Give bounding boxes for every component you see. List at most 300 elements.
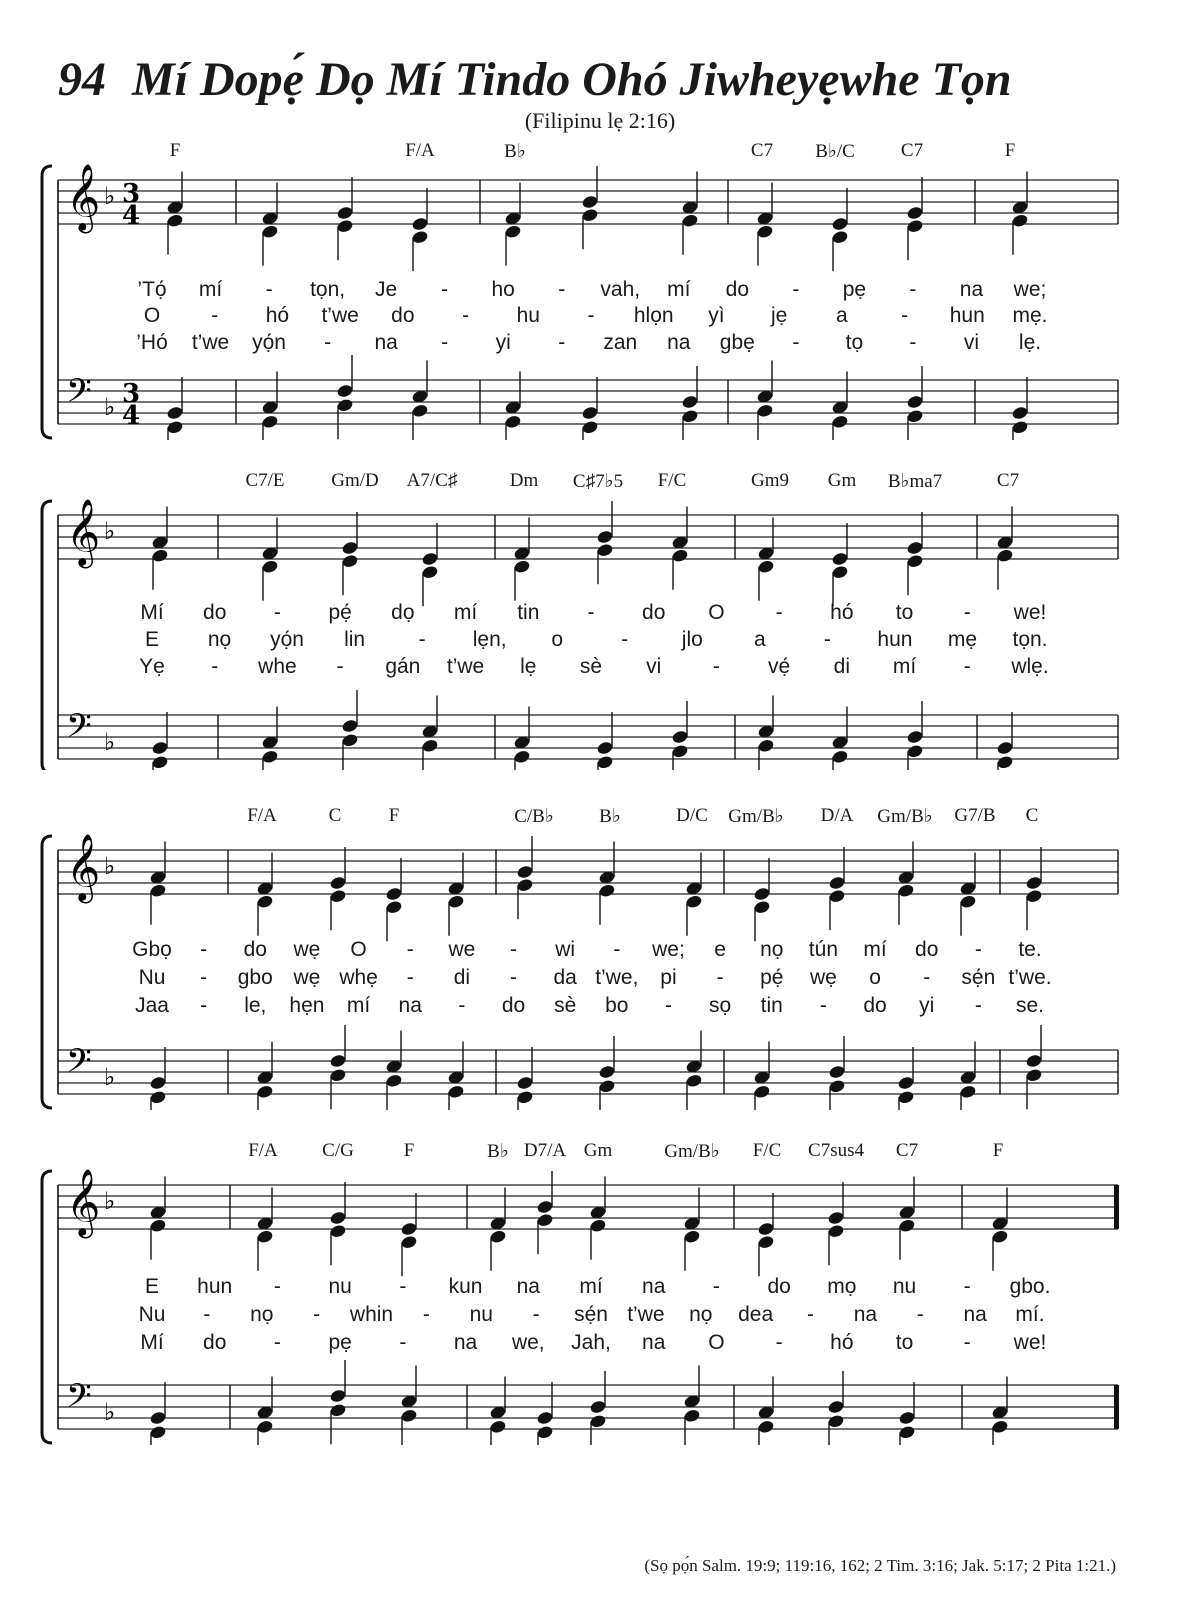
lyric-hyphen: -	[613, 938, 621, 961]
lyric-syllable: wlẹ.	[1011, 655, 1049, 678]
bass-note-head	[906, 409, 924, 424]
treble-note-head	[329, 875, 347, 890]
bass-note-head	[596, 740, 614, 755]
lyric-syllable: Gbọ	[132, 938, 172, 961]
lyric-syllable: do	[863, 994, 887, 1017]
lyric-syllable: na	[642, 1331, 666, 1354]
lyric-syllable: Yẹ	[139, 655, 165, 678]
treble-note-head	[757, 1221, 775, 1236]
lyric-syllable: hun	[197, 1275, 233, 1298]
lyric-hyphen: -	[200, 994, 208, 1017]
treble-note-head	[596, 543, 614, 558]
lyric-hyphen: -	[664, 994, 672, 1017]
bass-note-head	[828, 1064, 846, 1079]
lyric-hyphen: -	[510, 938, 518, 961]
lyric-hyphen: -	[336, 655, 344, 678]
chord-symbol: B♭	[599, 806, 621, 827]
lyric-syllable: yi	[495, 331, 511, 354]
bass-note-head	[329, 1068, 347, 1083]
treble-note-head	[400, 1221, 418, 1236]
treble-note-head	[256, 1229, 274, 1244]
lyric-syllable: te.	[1018, 938, 1042, 961]
lyric-syllable: Je	[375, 278, 398, 301]
bass-note-head	[329, 1053, 347, 1068]
bass-note-head	[341, 733, 359, 748]
bass-note-head	[151, 755, 169, 770]
lyric-syllable: jẹ	[770, 304, 788, 327]
lyric-syllable: mí	[346, 994, 371, 1017]
lyric-syllable: na	[516, 1275, 540, 1298]
treble-note-head	[149, 883, 167, 898]
treble-note-head	[329, 1210, 347, 1225]
hymn-number: 94	[58, 53, 106, 106]
bass-note-head	[897, 1075, 915, 1090]
treble-note-head	[959, 894, 977, 909]
lyric-syllable: Mí	[140, 1331, 164, 1354]
lyric-syllable: o	[869, 966, 881, 989]
bass-note-head	[149, 1410, 167, 1425]
bass-note-head	[828, 1079, 846, 1094]
lyric-hyphen: -	[211, 304, 219, 327]
chord-symbol: Gm9	[751, 470, 789, 491]
lyric-hyphen: -	[211, 655, 219, 678]
lyric-syllable: whin	[349, 1303, 394, 1326]
lyric-syllable: nọ	[207, 628, 232, 651]
lyric-hyphen: -	[819, 994, 827, 1017]
lyric-syllable: di	[833, 655, 851, 678]
bass-note-head	[831, 749, 849, 764]
chord-symbol: Gm/B♭	[728, 806, 784, 827]
chord-symbol: F	[1004, 140, 1016, 161]
bass-note-head	[827, 1399, 845, 1414]
treble-note-head	[447, 894, 465, 909]
treble-note-head	[589, 1218, 607, 1233]
treble-note-head	[329, 1224, 347, 1239]
treble-note-head	[329, 889, 347, 904]
key-signature-flat: ♭	[104, 1063, 116, 1092]
treble-clef-icon: 𝄞	[66, 162, 101, 231]
lyric-hyphen: -	[273, 1331, 281, 1354]
chord-symbol: F	[169, 140, 181, 161]
lyric-syllable: yọ́n	[270, 628, 304, 651]
chord-symbol: Gm/B♭	[877, 806, 933, 827]
treble-note-head	[336, 205, 354, 220]
lyric-syllable: sè	[554, 994, 577, 1017]
bass-note-head	[329, 1388, 347, 1403]
lyric-hyphen: -	[200, 938, 208, 961]
bass-note-head	[991, 1419, 1009, 1434]
chord-symbol: C	[328, 805, 342, 826]
lyric-syllable: O	[708, 601, 725, 624]
lyric-syllable: tin	[517, 601, 540, 624]
treble-note-head	[1025, 889, 1043, 904]
lyric-hyphen: -	[923, 966, 931, 989]
lyric-syllable: ho	[491, 278, 515, 301]
lyric-syllable: tọn.	[1012, 628, 1048, 651]
treble-note-head	[671, 548, 689, 563]
lyric-hyphen: -	[823, 628, 831, 651]
bass-note-head	[336, 398, 354, 413]
chord-symbol: Dm	[509, 470, 539, 491]
lyric-hyphen: -	[909, 331, 917, 354]
bass-clef-icon: 𝄢	[66, 1042, 92, 1089]
lyric-syllable: le,	[244, 994, 267, 1017]
treble-note-head	[756, 224, 774, 239]
lyric-syllable: we!	[1013, 601, 1047, 624]
bass-note-head	[753, 1084, 771, 1099]
treble-note-head	[421, 565, 439, 580]
chord-symbol: F	[992, 1140, 1004, 1161]
treble-note-head	[906, 205, 924, 220]
chord-symbol: A7/C♯	[406, 470, 458, 491]
bass-note-head	[906, 729, 924, 744]
lyric-syllable: pi	[660, 966, 677, 989]
bass-note-head	[536, 1425, 554, 1440]
music-system-4	[0, 1140, 1200, 1445]
lyric-syllable: lẹ.	[1018, 331, 1042, 354]
chord-symbol: D/A	[820, 805, 854, 826]
chord-symbol: Gm/D	[331, 470, 379, 491]
treble-note-head	[897, 883, 915, 898]
lyric-syllable: mí	[667, 278, 691, 301]
treble-note-head	[261, 559, 279, 574]
lyric-hyphen: -	[807, 1303, 814, 1326]
lyric-syllable: hu	[516, 304, 540, 327]
lyric-syllable: do	[642, 601, 666, 624]
chord-symbol: F/A	[247, 805, 277, 826]
treble-note-head	[827, 1224, 845, 1239]
chord-symbol: G7/B	[954, 805, 996, 826]
lyric-syllable: Jah,	[571, 1331, 611, 1354]
treble-note-head	[596, 529, 614, 544]
lyric-hyphen: -	[458, 994, 466, 1017]
lyric-syllable: yọ́n	[252, 331, 286, 354]
lyric-syllable: nu	[328, 1275, 352, 1298]
treble-note-head	[536, 1199, 554, 1214]
treble-clef-icon: 𝄞	[66, 832, 101, 901]
system-bracket	[42, 836, 52, 1108]
chord-symbol: B♭ma7	[887, 471, 943, 492]
key-signature-flat: ♭	[104, 1398, 116, 1427]
lyric-syllable: wẹ	[293, 938, 321, 961]
lyric-hyphen: -	[399, 1275, 407, 1298]
lyric-syllable: hun	[949, 304, 985, 327]
lyric-syllable: Nu	[138, 966, 166, 989]
lyric-syllable: ’Hó	[136, 331, 168, 354]
lyric-syllable: do	[767, 1275, 791, 1298]
final-bar-line	[1114, 1385, 1119, 1429]
bass-note-head	[897, 1090, 915, 1105]
chord-symbol: C7	[750, 140, 774, 161]
lyric-syllable: na	[963, 1303, 987, 1326]
lyric-syllable: gbẹ	[719, 331, 755, 354]
treble-note-head	[598, 883, 616, 898]
time-signature: 4	[122, 401, 141, 431]
bass-note-head	[336, 383, 354, 398]
lyric-syllable: t’we,	[595, 966, 639, 989]
bass-note-head	[683, 1408, 701, 1423]
bass-note-head	[831, 414, 849, 429]
lyric-syllable: sẹ́n	[961, 966, 996, 989]
treble-note-head	[831, 551, 849, 566]
lyric-syllable: nọ	[689, 1303, 713, 1326]
lyric-syllable: hun	[877, 628, 913, 651]
treble-note-head	[831, 216, 849, 231]
music-system-2	[0, 470, 1200, 770]
treble-note-head	[753, 900, 771, 915]
bass-note-head	[256, 1084, 274, 1099]
chord-symbol: B♭	[504, 141, 526, 162]
treble-note-head	[996, 548, 1014, 563]
lyric-hyphen: -	[422, 1303, 430, 1326]
system-bracket	[42, 501, 52, 770]
bass-note-head	[906, 744, 924, 759]
bass-note-head	[756, 403, 774, 418]
lyric-syllable: a	[754, 628, 766, 651]
bass-note-head	[598, 1064, 616, 1079]
treble-note-head	[411, 216, 429, 231]
lyric-syllable: lin	[344, 628, 366, 651]
treble-note-head	[489, 1229, 507, 1244]
treble-note-head	[906, 219, 924, 234]
treble-note-head	[831, 565, 849, 580]
hymn-header	[58, 52, 1012, 107]
lyric-syllable: hó	[265, 304, 290, 327]
treble-note-head	[166, 213, 184, 228]
lyric-syllable: na	[453, 1331, 478, 1354]
lyric-syllable: O	[708, 1331, 725, 1354]
treble-note-head	[831, 230, 849, 245]
lyric-syllable: tún	[808, 938, 839, 961]
time-signature: 3	[122, 379, 141, 409]
chord-symbol: C♯7♭5	[572, 471, 624, 492]
bass-note-head	[996, 740, 1014, 755]
chord-symbol: B♭/C	[815, 141, 855, 162]
lyric-syllable: bo	[605, 994, 629, 1017]
lyric-syllable: da	[553, 966, 577, 989]
chord-symbol: F	[388, 805, 400, 826]
bass-note-head	[996, 755, 1014, 770]
lyric-hyphen: -	[532, 1303, 540, 1326]
bass-note-head	[261, 414, 279, 429]
bass-note-head	[489, 1419, 507, 1434]
lyric-hyphen: -	[974, 938, 982, 961]
lyric-syllable: se.	[1015, 994, 1045, 1017]
lyric-hyphen: -	[909, 278, 917, 301]
lyric-syllable: tin	[760, 994, 783, 1017]
lyric-syllable: wi	[555, 938, 576, 961]
treble-note-head	[336, 219, 354, 234]
bass-note-head	[1011, 420, 1029, 435]
lyric-hyphen: -	[406, 966, 414, 989]
lyric-hyphen: -	[916, 1303, 924, 1326]
lyric-syllable: yi	[919, 994, 935, 1017]
lyric-syllable: zan	[603, 331, 638, 354]
lyric-hyphen: -	[324, 331, 332, 354]
treble-clef-icon: 𝄞	[66, 497, 101, 566]
scripture-reference: (Filipinu lẹ 2:16)	[524, 108, 676, 133]
lyric-hyphen: -	[901, 304, 909, 327]
treble-note-head	[827, 1210, 845, 1225]
treble-note-head	[991, 1229, 1009, 1244]
treble-note-head	[385, 886, 403, 901]
chord-symbol: F/A	[248, 1140, 278, 1161]
bass-note-head	[596, 755, 614, 770]
lyric-syllable: do	[203, 601, 227, 624]
system-bracket	[42, 166, 52, 438]
treble-note-head	[828, 889, 846, 904]
lyric-syllable: we;	[1013, 278, 1047, 301]
treble-note-head	[753, 886, 771, 901]
lyric-syllable: mí	[579, 1275, 603, 1298]
chord-symbol: F/A	[405, 140, 435, 161]
key-signature-flat: ♭	[104, 1187, 116, 1216]
treble-note-head	[1025, 875, 1043, 890]
bass-note-head	[898, 1410, 916, 1425]
bass-note-head	[421, 738, 439, 753]
treble-note-head	[906, 554, 924, 569]
lyric-hyphen: -	[792, 331, 800, 354]
treble-note-head	[504, 224, 522, 239]
lyric-syllable: na	[667, 331, 691, 354]
bass-note-head	[329, 1403, 347, 1418]
lyric-syllable: hẹn	[289, 994, 325, 1017]
lyric-syllable: mẹ	[947, 628, 978, 651]
lyric-hyphen: -	[203, 1303, 211, 1326]
lyric-syllable: lẹn,	[472, 628, 507, 651]
bass-note-head	[1011, 405, 1029, 420]
lyric-hyphen: -	[587, 601, 595, 624]
lyric-syllable: we,	[511, 1331, 545, 1354]
lyric-syllable: nu	[892, 1275, 917, 1298]
lyric-hyphen: -	[775, 1331, 783, 1354]
treble-note-head	[683, 1229, 701, 1244]
bass-note-head	[598, 1079, 616, 1094]
bass-note-head	[581, 420, 599, 435]
lyric-hyphen: -	[200, 966, 208, 989]
lyric-syllable: mẹ.	[1012, 304, 1048, 327]
treble-note-head	[385, 900, 403, 915]
lyric-syllable: E	[144, 1275, 160, 1298]
key-signature-flat: ♭	[104, 182, 116, 211]
lyric-syllable: a	[836, 304, 848, 327]
lyric-hyphen: -	[963, 1275, 971, 1298]
lyric-hyphen: -	[974, 994, 982, 1017]
bass-note-head	[166, 420, 184, 435]
lyric-syllable: mí	[198, 278, 223, 301]
bass-note-head	[959, 1084, 977, 1099]
treble-note-head	[400, 1235, 418, 1250]
treble-note-head	[1011, 213, 1029, 228]
treble-note-head	[757, 559, 775, 574]
chord-symbol: C7/E	[245, 470, 285, 491]
bass-note-head	[513, 749, 531, 764]
treble-note-head	[685, 894, 703, 909]
lyric-hyphen: -	[406, 938, 414, 961]
treble-note-head	[513, 559, 531, 574]
lyric-syllable: vi	[963, 331, 980, 354]
lyric-syllable: na	[642, 1275, 666, 1298]
lyric-syllable: na	[398, 994, 422, 1017]
lyric-hyphen: -	[963, 655, 971, 678]
bass-note-head	[400, 1408, 418, 1423]
chord-symbol: Gm	[827, 470, 857, 491]
lyric-syllable: do	[501, 994, 526, 1017]
lyric-syllable: hlọn	[633, 304, 674, 327]
lyric-syllable: we;	[652, 938, 685, 961]
lyric-syllable: do	[391, 304, 415, 327]
lyric-syllable: Mí	[140, 601, 164, 624]
bass-note-head	[516, 1090, 534, 1105]
lyric-syllable: e	[714, 938, 726, 961]
lyric-syllable: do	[725, 278, 750, 301]
lyric-syllable: to	[895, 601, 914, 624]
lyric-hyphen: -	[273, 1275, 281, 1298]
bass-note-head	[166, 405, 184, 420]
chord-symbol: D/C	[676, 805, 708, 826]
lyric-syllable: O	[143, 304, 161, 327]
bass-note-head	[385, 1073, 403, 1088]
bass-note-head	[685, 1073, 703, 1088]
lyric-syllable: vah,	[600, 278, 641, 301]
chord-symbol: C/G	[322, 1140, 354, 1161]
chord-symbol: C7	[996, 470, 1020, 491]
treble-note-head	[581, 208, 599, 223]
music-system-3	[0, 805, 1200, 1110]
chord-symbol: C7	[895, 1140, 919, 1161]
lyric-hyphen: -	[313, 1303, 321, 1326]
lyric-hyphen: -	[462, 304, 470, 327]
lyric-syllable: to	[895, 1331, 914, 1354]
lyric-hyphen: -	[273, 601, 281, 624]
lyric-syllable: gán	[385, 655, 421, 678]
lyric-syllable: whe	[258, 655, 297, 678]
lyric-syllable: nu	[469, 1303, 493, 1326]
lyric-syllable: we	[448, 938, 476, 961]
lyric-hyphen: -	[775, 601, 783, 624]
lyric-hyphen: -	[441, 278, 449, 301]
lyric-syllable: t’we	[627, 1303, 665, 1326]
lyric-syllable: do	[915, 938, 939, 961]
lyric-syllable: sè	[579, 655, 603, 678]
lyric-syllable: na	[374, 331, 398, 354]
lyric-hyphen: -	[712, 655, 720, 678]
lyric-syllable: tọ	[845, 331, 864, 354]
chord-symbol: F/C	[657, 470, 687, 491]
lyric-syllable: mí	[863, 938, 887, 961]
lyric-syllable: pẹ	[328, 1331, 352, 1354]
bass-note-head	[149, 1075, 167, 1090]
treble-note-head	[151, 548, 169, 563]
lyric-syllable: yì	[708, 304, 725, 327]
treble-note-head	[256, 894, 274, 909]
bass-note-head	[906, 394, 924, 409]
lyric-syllable: Jaa	[135, 994, 169, 1017]
lyric-syllable: na	[853, 1303, 878, 1326]
treble-note-head	[828, 875, 846, 890]
chord-symbol: C	[1025, 805, 1039, 826]
treble-note-head	[898, 1218, 916, 1233]
bass-note-head	[256, 1419, 274, 1434]
lyric-syllable: nọ	[760, 938, 784, 961]
lyric-syllable: hó	[830, 601, 854, 624]
lyric-syllable: lẹ	[520, 655, 537, 678]
bass-clef-icon: 𝄢	[66, 1377, 92, 1424]
bass-note-head	[341, 718, 359, 733]
lyric-syllable: O	[350, 938, 367, 961]
lyric-hyphen: -	[510, 966, 518, 989]
bass-note-head	[504, 414, 522, 429]
